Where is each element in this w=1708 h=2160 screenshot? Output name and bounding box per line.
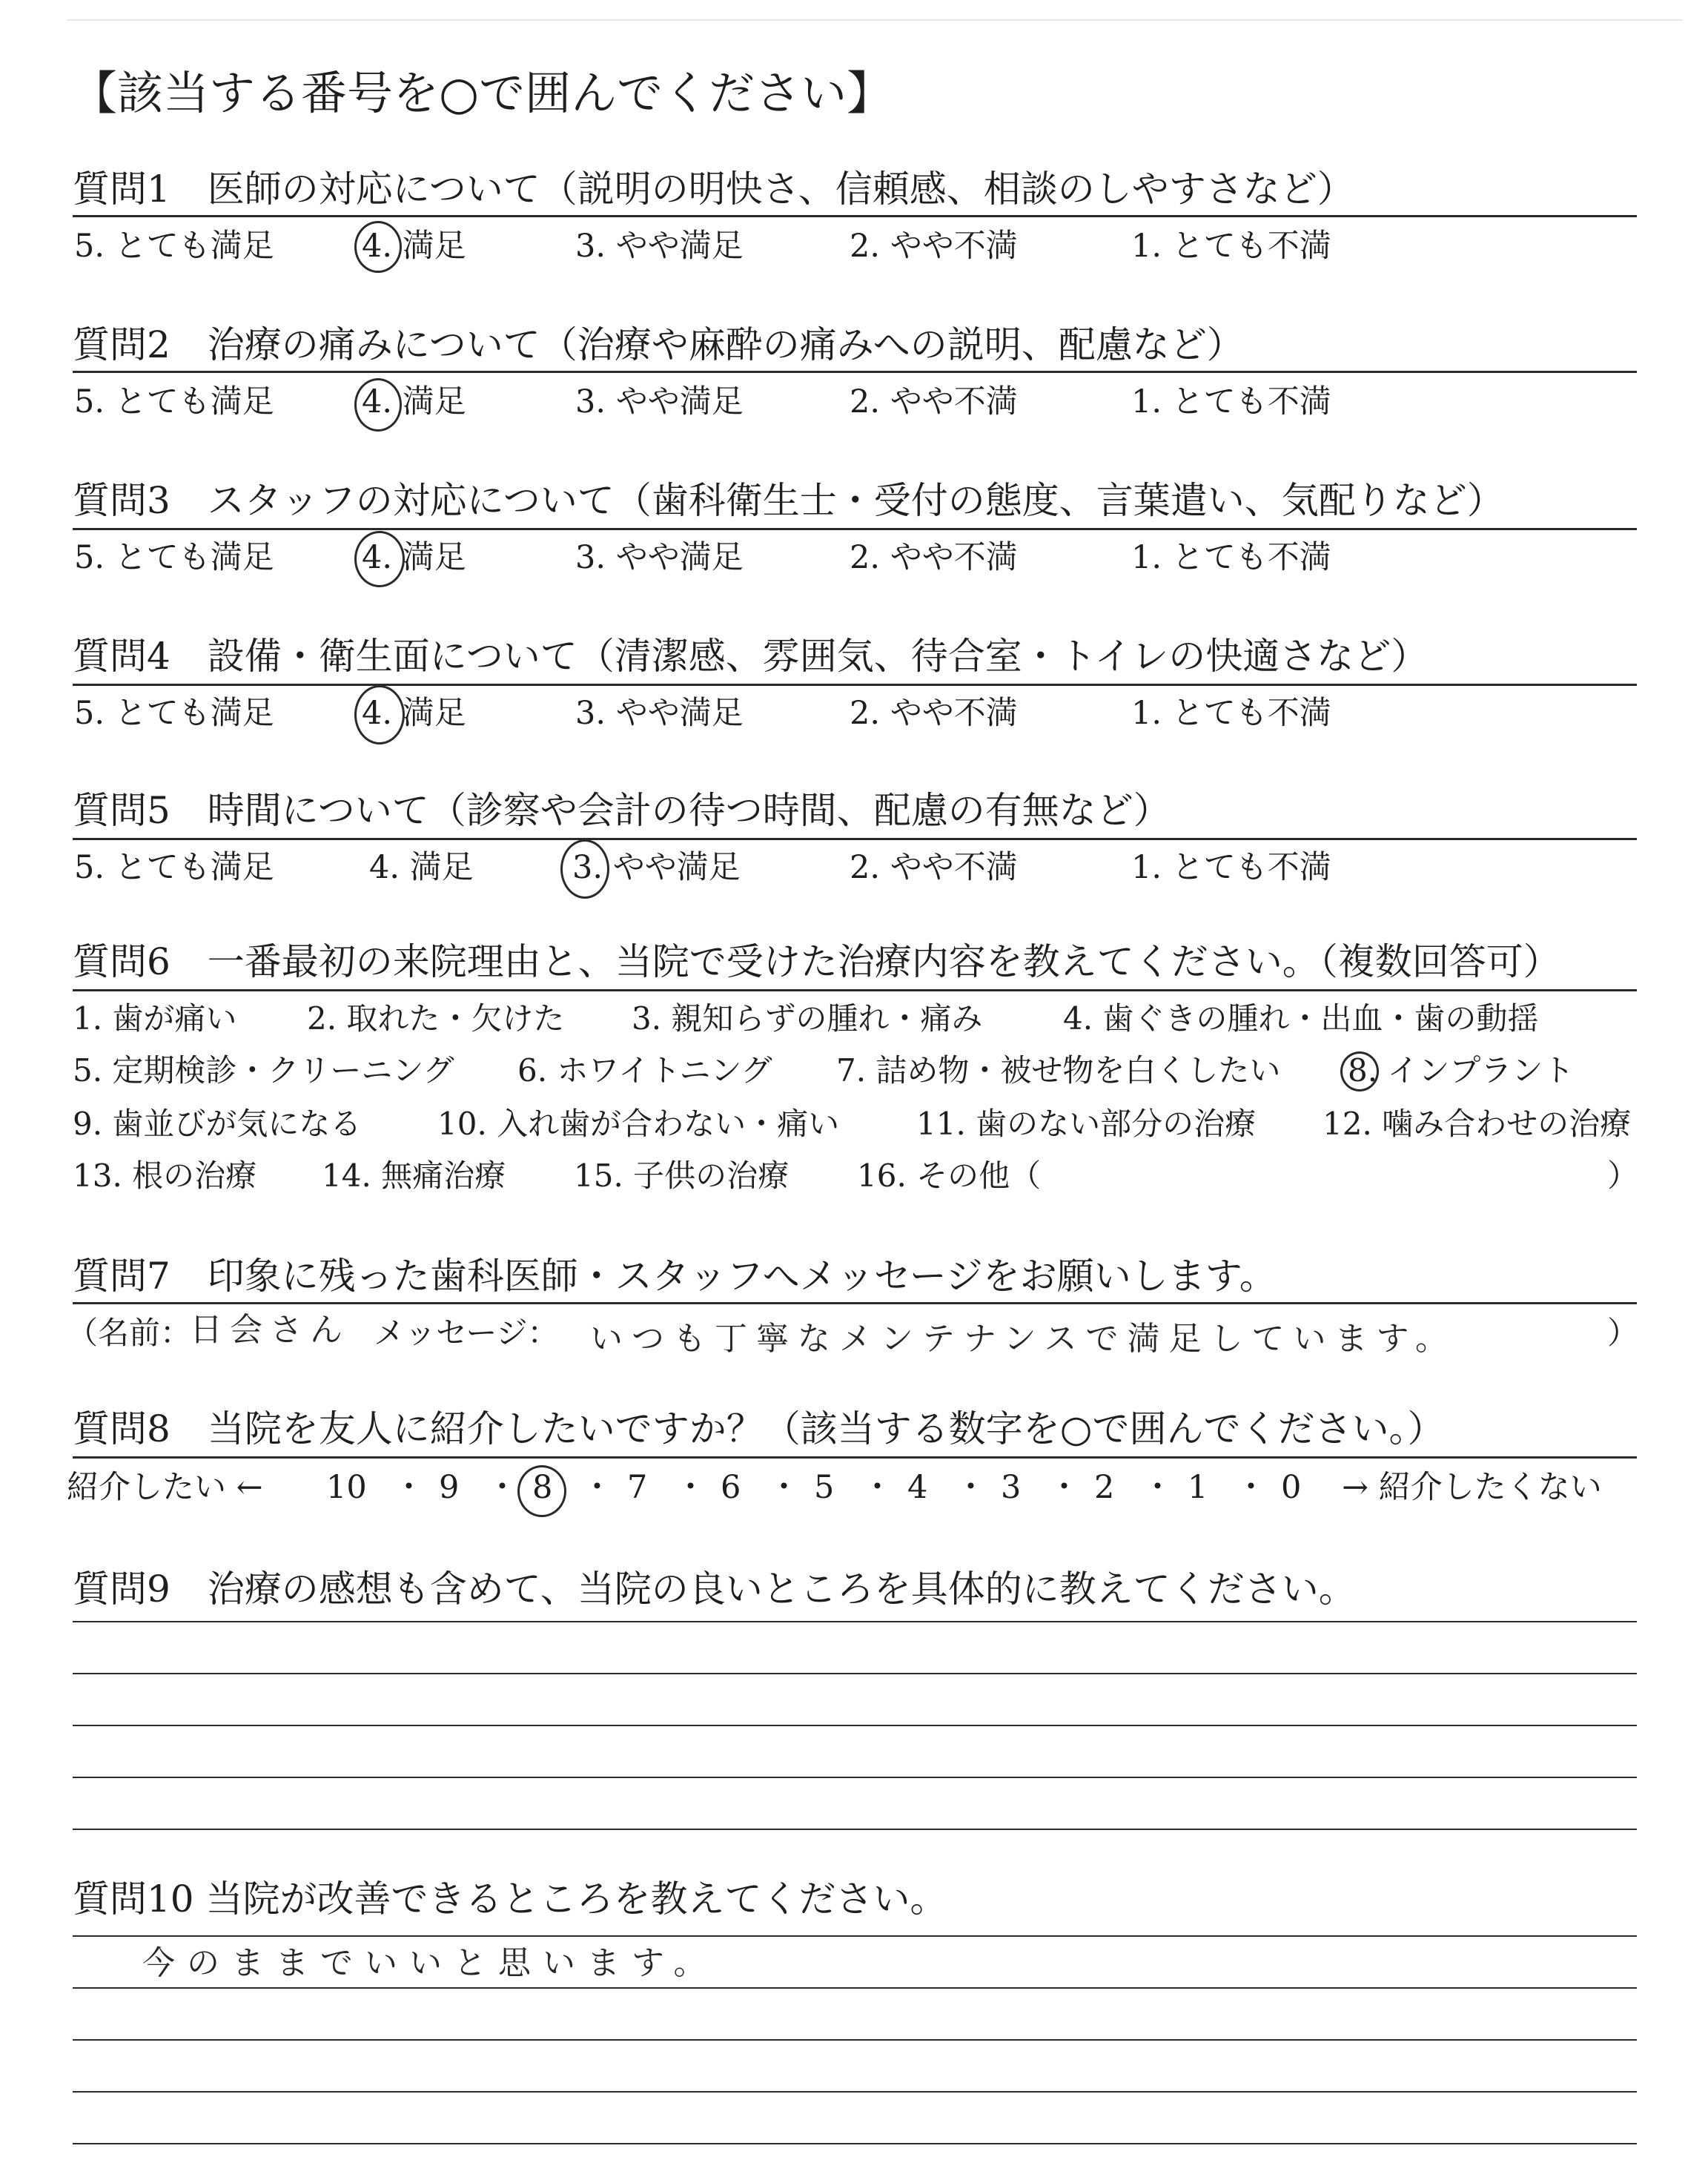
q6-title: 質問6 一番最初の来院理由と、当院で受けた治療内容を教えてください。（複数回答可） (73, 940, 1560, 983)
q7-close-paren: ） (1607, 1315, 1639, 1351)
q6-option-15[interactable]: 15. 子供の治療 (574, 1157, 790, 1194)
q8-scale-8[interactable]: 8 (532, 1469, 553, 1506)
q1-option-4[interactable]: 4. 満足 (362, 228, 466, 265)
q6-option-7[interactable]: 7. 詰め物・被せ物を白くしたい (836, 1052, 1281, 1089)
q8-scale-3[interactable]: 3 (1001, 1469, 1022, 1506)
q8-dot-7: ・ (955, 1469, 987, 1506)
q8-scale-7[interactable]: 7 (627, 1469, 648, 1506)
q3-title: 質問3 スタッフの対応について（歯科衛生士・受付の態度、言葉遣い、気配りなど） (73, 479, 1504, 522)
q8-dot-1: ・ (393, 1469, 425, 1506)
q6-rule (73, 989, 1637, 991)
q7-title: 質問7 印象に残った歯科医師・スタッフへメッセージをお願いします。 (73, 1255, 1277, 1298)
q8-dot-3: ・ (581, 1469, 613, 1506)
q6-option-14[interactable]: 14. 無痛治療 (322, 1157, 506, 1194)
q2-title: 質問2 治療の痛みについて（治療や麻酔の痛みへの説明、配慮など） (73, 323, 1244, 366)
q3-option-4[interactable]: 4. 満足 (362, 539, 466, 576)
q3-option-5[interactable]: 5. とても満足 (74, 539, 274, 576)
q5-rule (73, 838, 1637, 840)
q3-rule (73, 528, 1637, 530)
q10-answer[interactable]: 今のままでいいと思います。 (142, 1944, 718, 1982)
q6-option-6[interactable]: 6. ホワイトニング (517, 1052, 772, 1089)
q8-dot-10: ・ (1235, 1469, 1267, 1506)
q9-title: 質問9 治療の感想も含めて、当院の良いところを具体的に教えてください。 (73, 1568, 1356, 1611)
q2-option-1[interactable]: 1. とても不満 (1131, 383, 1331, 420)
q8-left-label: 紹介したい ← (67, 1469, 263, 1506)
q8-rule (73, 1456, 1637, 1459)
q10-line-5[interactable] (73, 2143, 1637, 2144)
q5-option-1[interactable]: 1. とても不満 (1131, 849, 1331, 886)
q7-rule (73, 1302, 1637, 1304)
q10-line-1[interactable] (73, 1935, 1637, 1937)
q8-scale-6[interactable]: 6 (721, 1469, 741, 1506)
q10-line-2[interactable] (73, 1987, 1637, 1989)
q4-rule (73, 684, 1637, 686)
q8-right-label: → 紹介したくない (1342, 1469, 1602, 1506)
q6-option-8[interactable]: 8. インプラント (1348, 1052, 1575, 1089)
q5-option-3[interactable]: 3. やや満足 (572, 849, 741, 886)
q6-option-4[interactable]: 4. 歯ぐきの腫れ・出血・歯の動揺 (1063, 1000, 1539, 1037)
q6-option-10[interactable]: 10. 入れ歯が合わない・痛い (437, 1106, 840, 1142)
q9-line-3[interactable] (73, 1725, 1637, 1726)
q8-dot-2: ・ (486, 1469, 518, 1506)
q6-option-11[interactable]: 11. 歯のない部分の治療 (916, 1106, 1257, 1142)
q6-option-9[interactable]: 9. 歯並びが気になる (73, 1106, 362, 1142)
q8-scale-9[interactable]: 9 (439, 1469, 460, 1506)
q2-rule (73, 371, 1637, 373)
q10-line-3[interactable] (73, 2039, 1637, 2041)
q1-option-2[interactable]: 2. やや不満 (850, 228, 1018, 265)
q1-title: 質問1 医師の対応について（説明の明快さ、信頼感、相談のしやすさなど） (73, 168, 1354, 211)
q8-dot-8: ・ (1048, 1469, 1080, 1506)
q8-scale-0[interactable]: 0 (1281, 1469, 1302, 1506)
q8-scale-2[interactable]: 2 (1094, 1469, 1115, 1506)
q2-option-3[interactable]: 3. やや満足 (575, 383, 744, 420)
q8-scale-5[interactable]: 5 (814, 1469, 835, 1506)
q1-option-1[interactable]: 1. とても不満 (1131, 228, 1331, 265)
q1-rule (73, 215, 1637, 217)
q4-option-1[interactable]: 1. とても不満 (1131, 695, 1331, 732)
q8-title: 質問8 当院を友人に紹介したいですか？（該当する数字を○で囲んでください。） (73, 1407, 1445, 1450)
q7-name-label: （名前： (67, 1315, 192, 1351)
q5-option-4[interactable]: 4. 満足 (369, 849, 474, 886)
q1-option-3[interactable]: 3. やや満足 (575, 228, 744, 265)
q8-dot-4: ・ (675, 1469, 706, 1506)
q9-line-2[interactable] (73, 1673, 1637, 1674)
q9-line-5[interactable] (73, 1829, 1637, 1830)
q2-option-5[interactable]: 5. とても満足 (74, 383, 274, 420)
q6-option-2[interactable]: 2. 取れた・欠けた (307, 1000, 565, 1037)
q8-dot-6: ・ (861, 1469, 893, 1506)
q6-option-13[interactable]: 13. 根の治療 (73, 1157, 257, 1194)
q8-dot-5: ・ (768, 1469, 800, 1506)
q3-option-1[interactable]: 1. とても不満 (1131, 539, 1331, 576)
q8-dot-9: ・ (1142, 1469, 1174, 1506)
q9-line-1[interactable] (73, 1621, 1637, 1622)
q4-option-5[interactable]: 5. とても満足 (74, 695, 274, 732)
q6-option-5[interactable]: 5. 定期検診・クリーニング (73, 1052, 454, 1089)
q4-option-2[interactable]: 2. やや不満 (850, 695, 1018, 732)
q7-name-value[interactable]: 日会さん (190, 1311, 350, 1349)
q6-option-12[interactable]: 12. 噛み合わせの治療 (1323, 1106, 1632, 1142)
q2-option-4[interactable]: 4. 満足 (362, 383, 466, 420)
q7-message-label: メッセージ： (374, 1315, 559, 1351)
q5-option-5[interactable]: 5. とても満足 (74, 849, 274, 886)
q8-scale-1[interactable]: 1 (1188, 1469, 1208, 1506)
q3-option-3[interactable]: 3. やや満足 (575, 539, 744, 576)
q8-scale-10[interactable]: 10 (326, 1469, 367, 1506)
q9-line-4[interactable] (73, 1777, 1637, 1778)
scan-edge (67, 19, 1683, 21)
q5-title: 質問5 時間について（診察や会計の待つ時間、配慮の有無など） (73, 789, 1171, 832)
q4-title: 質問4 設備・衛生面について（清潔感、雰囲気、待合室・トイレの快適さなど） (73, 635, 1429, 678)
q5-option-2[interactable]: 2. やや不満 (850, 849, 1018, 886)
q10-line-4[interactable] (73, 2091, 1637, 2093)
q8-scale-4[interactable]: 4 (907, 1469, 928, 1506)
q7-message-value[interactable]: いつも丁寧なメンテナンスで満足しています。 (590, 1320, 1457, 1358)
q4-option-4[interactable]: 4. 満足 (362, 695, 466, 732)
q10-title: 質問10 当院が改善できるところを教えてください。 (73, 1877, 947, 1920)
q6-option-3[interactable]: 3. 親知らずの腫れ・痛み (632, 1000, 983, 1037)
q6-option-16[interactable]: 16. その他（ (857, 1157, 1042, 1194)
page-title: 【該当する番号を○で囲んでください】 (71, 66, 893, 120)
q6-option-1[interactable]: 1. 歯が痛い (73, 1000, 237, 1037)
q4-option-3[interactable]: 3. やや満足 (575, 695, 744, 732)
q1-option-5[interactable]: 5. とても満足 (74, 228, 274, 265)
q3-option-2[interactable]: 2. やや不満 (850, 539, 1018, 576)
q6-other-close-paren: ） (1607, 1157, 1639, 1194)
q2-option-2[interactable]: 2. やや不満 (850, 383, 1018, 420)
